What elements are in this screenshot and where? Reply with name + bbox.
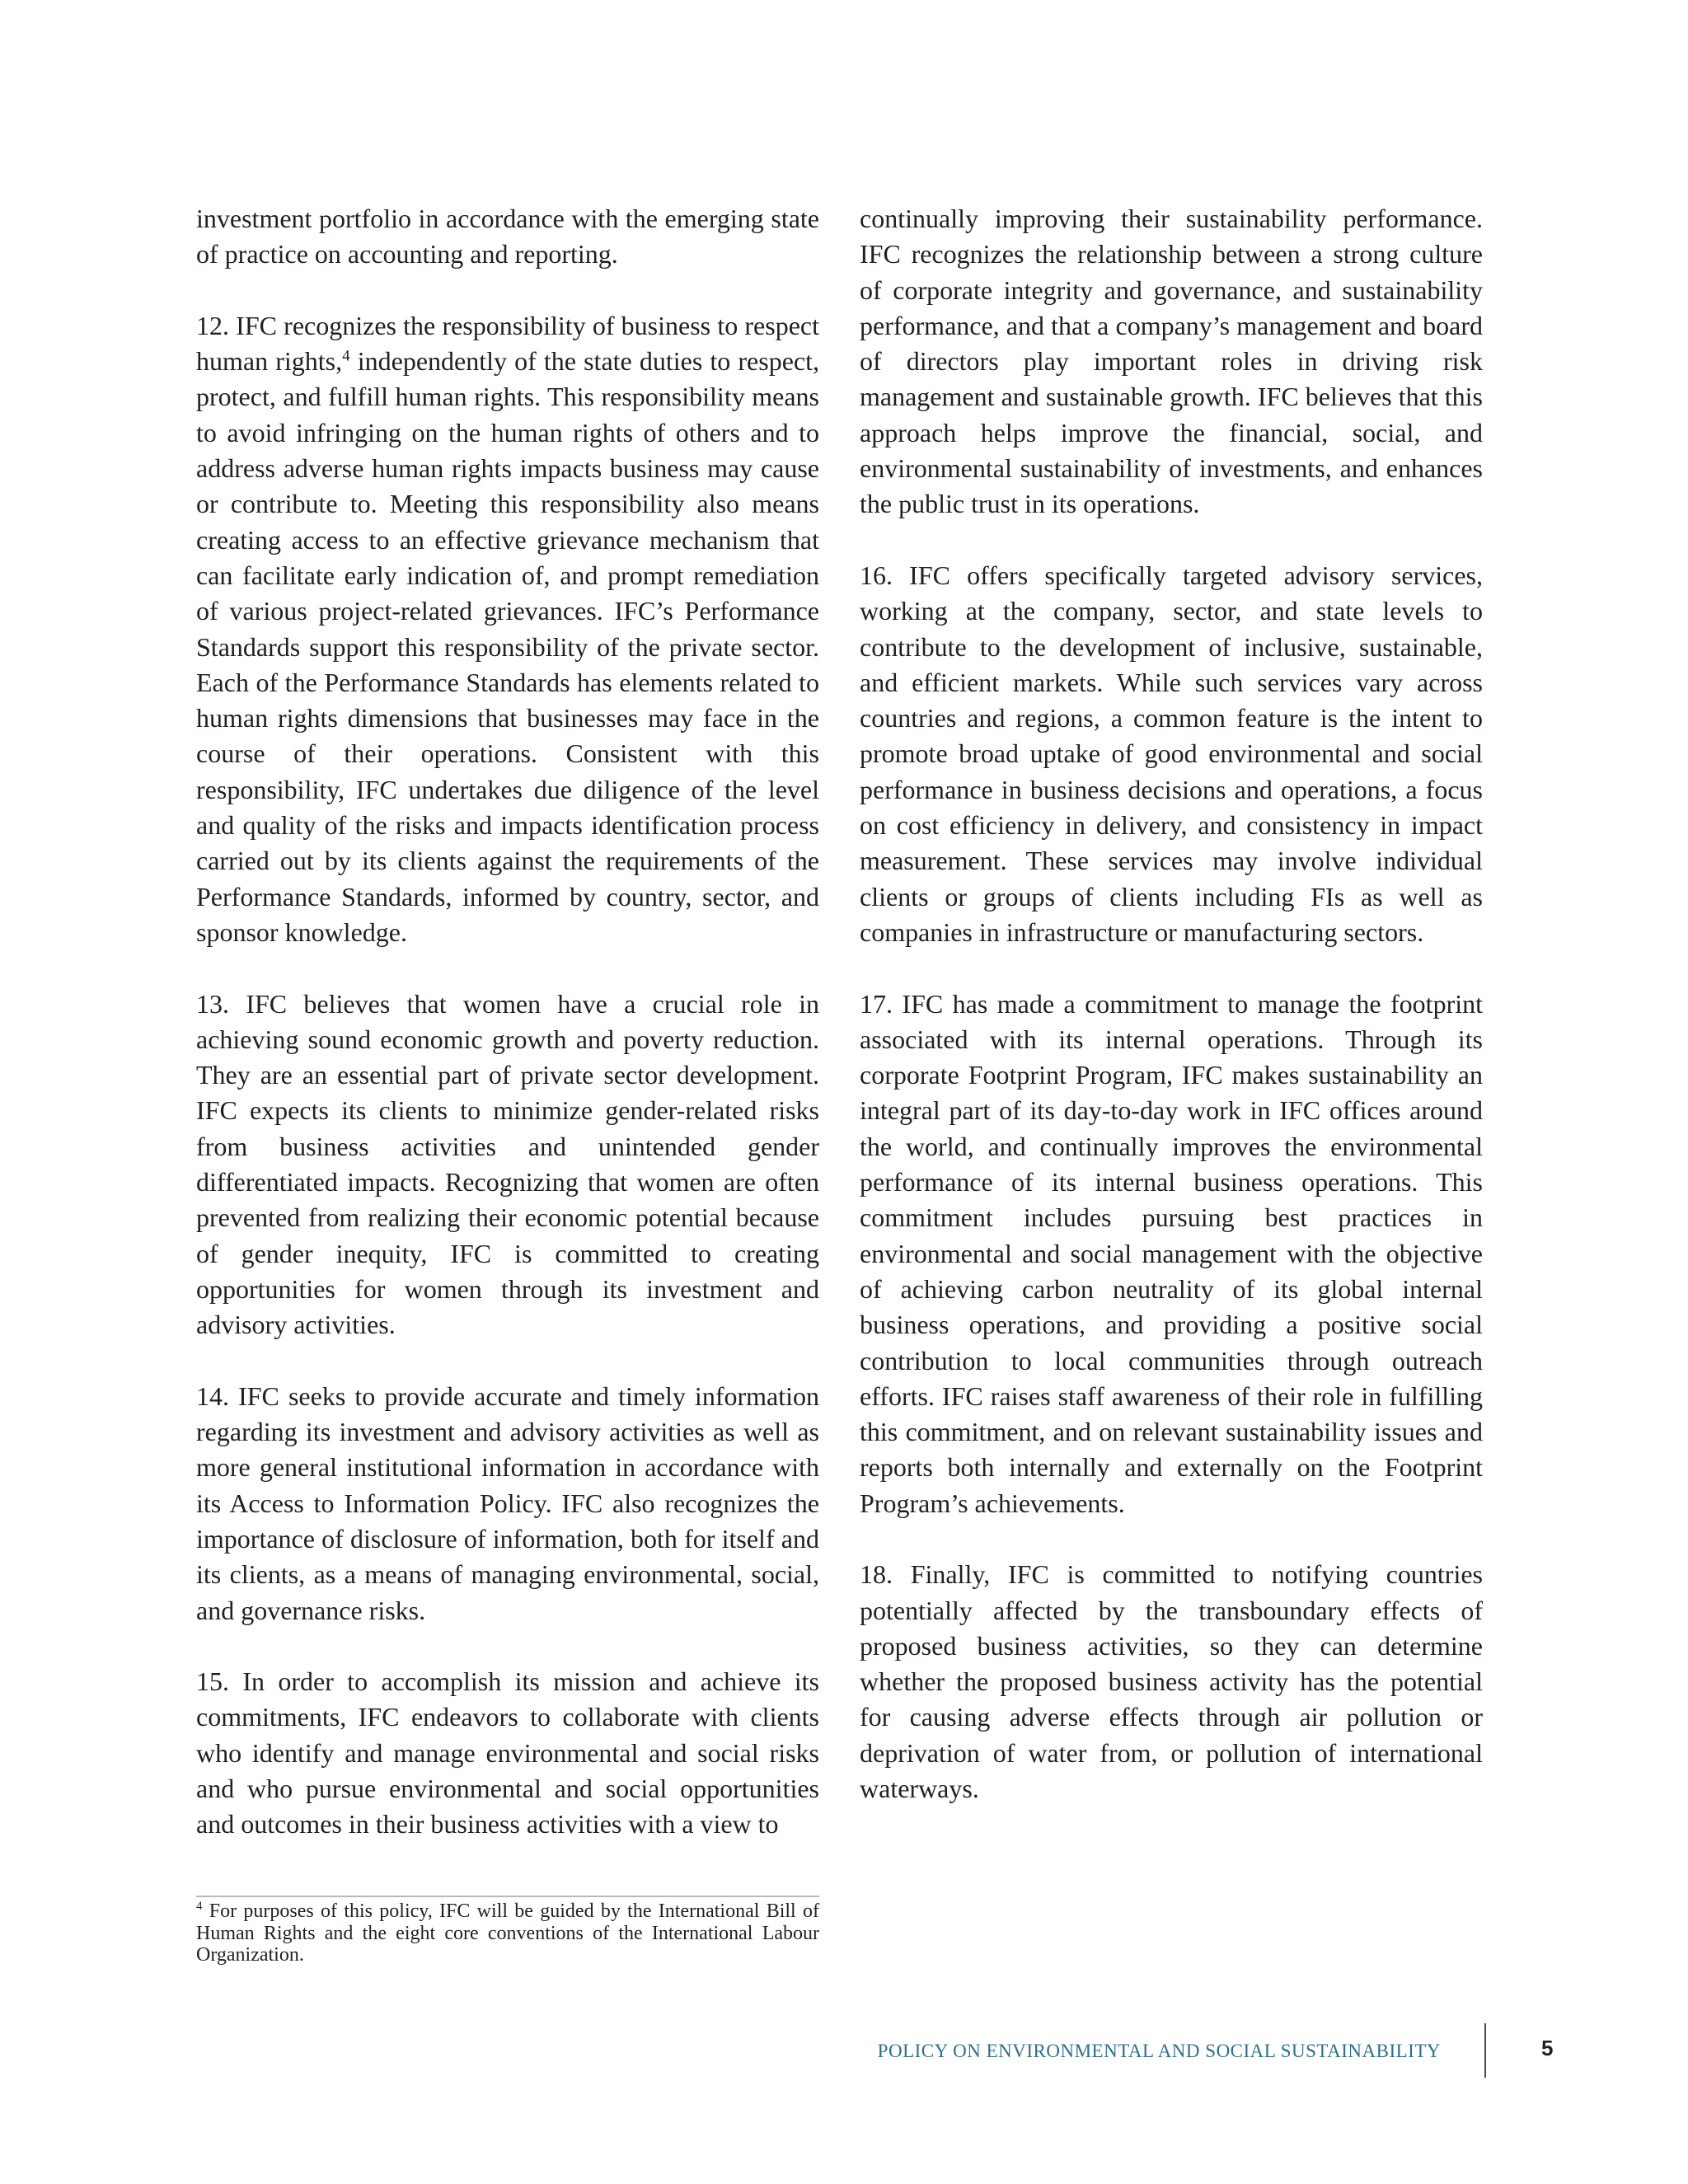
paragraph-17: 17. IFC has made a commitment to manage the footprint associated with its internal operations. Through its corporate Footprint Program, IFC makes sustainability an integral part of its day-to-day work in IFC offices around the world, and continually improves the environmental performance of its internal business operations. This commitment includes pursuing best practices in environmental and social management with the objective of achieving carbon neutrality of its global internal business operations, and providing a positive social contribution to local communities through outreach efforts. IFC raises staff awareness of their role in fulfilling this commitment, and on relevant sustainability issues and reports both internally and externally on the Footprint Program’s achievements. bbox=[860, 988, 1483, 1518]
footer-divider bbox=[1484, 2023, 1486, 2078]
page-number: 5 bbox=[1541, 2036, 1554, 2060]
paragraph-continued-right: continually improving their sustainability performance. IFC recognizes the relationship between a strong culture of corporate integrity and governance, and sustainability performance, and that a company’s management and board of directors play important roles in driving risk management and sustainable growth. IFC believes that this approach helps improve the financial, social, and environmental sustainability of investments, and enhances the public trust in its operations. bbox=[860, 204, 1483, 519]
footnote-text: For purposes of this policy, IFC will be guided by the International Bill of Human Rights and the eight core conventions of the International Labour Organization. bbox=[196, 1900, 819, 1966]
right-column bbox=[860, 201, 1483, 1807]
paragraph-14: 14. IFC seeks to provide accurate and timely information regarding its investment and advisory activities as well as more general institutional information in accordance with its Access to Information Policy. IFC also recognizes the importance of disclosure of information, both for itself and its clients, as a means of managing environmental, social, and governance risks. bbox=[196, 1380, 819, 1625]
paragraph-16: 16. IFC offers specifically targeted advisory services, working at the company, sector, and state levels to contribute to the development of inclusive, sustainable, and efficient markets. While such services vary across countries and regions, a common feature is the intent to promote broad uptake of good environmental and social performance in business decisions and operations, a focus on cost efficiency in delivery, and consistency in impact measurement. These services may involve individual clients or groups of clients including FIs as well as companies in infrastructure or manufacturing sectors. bbox=[860, 560, 1483, 947]
paragraph-12-rest: independently of the state duties to respect, protect, and fulfill human rights. This responsibility means to avoid infringing on the human rights of others and to address adverse human rights impacts business may cause or contribute to. Meeting this responsibility also means creating access to an effective grievance mechanism that can facilitate early indication of, and prompt remediation of various project-related grievances. IFC’s Performance Standards support this responsibility of the private sector. Each of the Performance Standards has elements related to human rights dimensions that businesses may face in the course of their operations. Consistent with this responsibility, IFC undertakes due diligence of the level and quality of the risks and impacts identification process carried out by its clients against the requirements of the Performance Standards, informed by country, sector, and sponsor knowledge. bbox=[196, 346, 820, 947]
paragraph-15: 15. In order to accomplish its mission and achieve its commitments, IFC endeavors to collaborate with clients who identify and manage environmental and social risks and who pursue environmental and social opportunities and outcomes in their business activities with a view to bbox=[196, 1666, 819, 1840]
paragraph-13: 13. IFC believes that women have a crucial role in achieving sound economic growth and poverty reduction. They are an essential part of private sector development. IFC expects its clients to minimize gender-related risks from business activities and unintended gender differentiated impacts. Recognizing that women are often prevented from realizing their economic potential because of gender inequity, IFC is committed to creating opportunities for women through its investment and advisory activities. bbox=[196, 988, 819, 1340]
footnote-reference-4[interactable]: 4 bbox=[342, 347, 350, 365]
paragraph-12 bbox=[196, 308, 819, 950]
footnote-divider bbox=[196, 1896, 819, 1897]
paragraph-continued-left: investment portfolio in accordance with the emerging state of practice on accounting and reporting. bbox=[196, 204, 819, 269]
paragraph-18: 18. Finally, IFC is committed to notifying countries potentially affected by the transboundary effects of proposed business activities, so they can determine whether the proposed business activity has the potential for causing adverse effects through air pollution or deprivation of water from, or pollution of international waterways. bbox=[860, 1559, 1483, 1804]
left-column bbox=[196, 201, 819, 1843]
footnote-4 bbox=[196, 1900, 819, 1966]
footnote-mark: 4 bbox=[196, 1900, 203, 1913]
paragraph-12-start: 12. IFC recognizes the responsibility of business to respect human rights, bbox=[196, 310, 819, 377]
running-title: POLICY ON ENVIRONMENTAL AND SOCIAL SUSTAINABILITY bbox=[877, 2041, 1441, 2061]
